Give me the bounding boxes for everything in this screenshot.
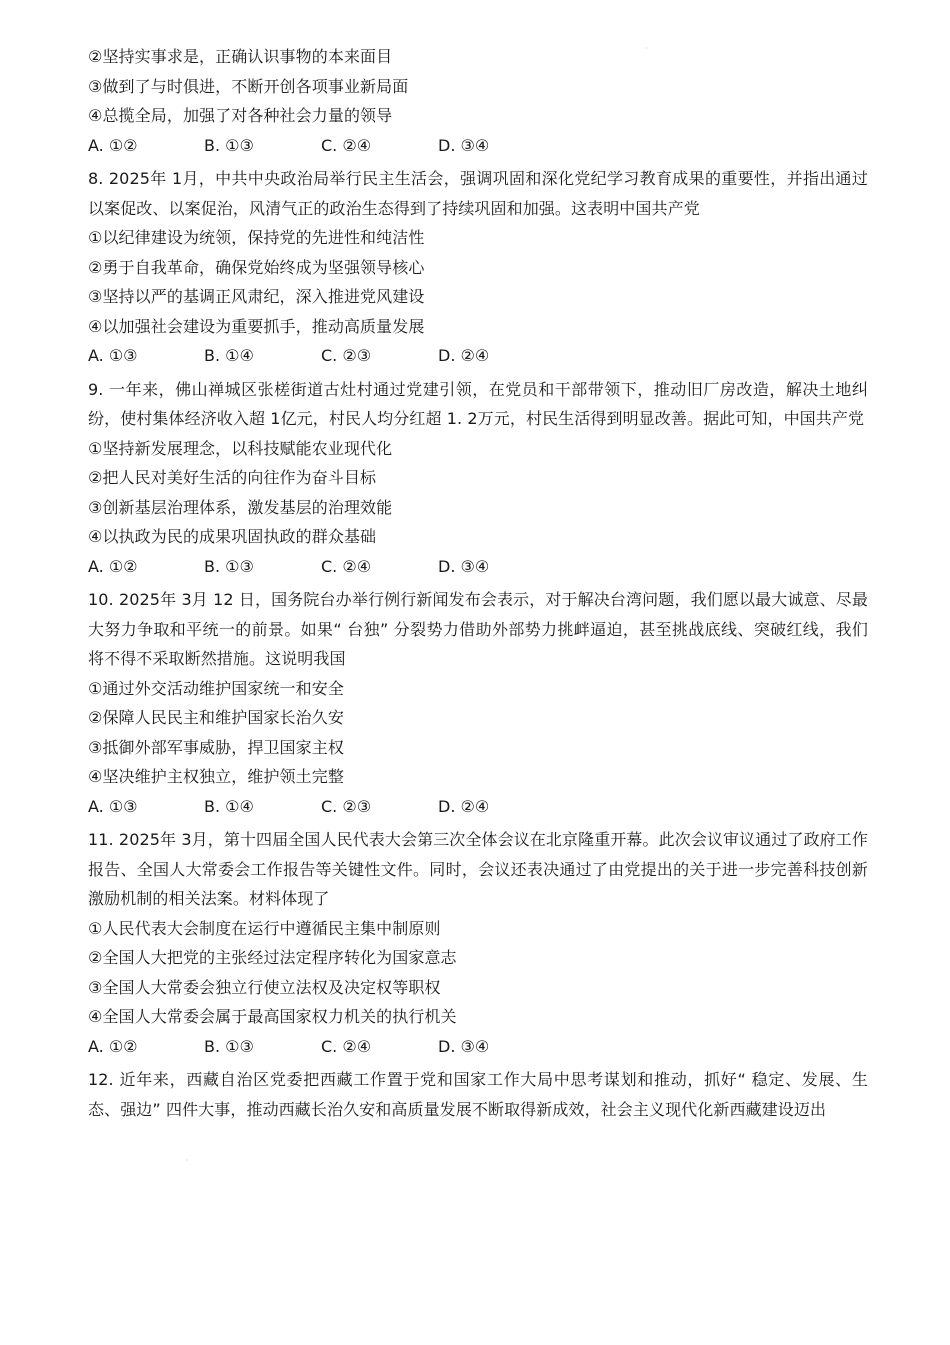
answer-item: ②勇于自我革命，确保党始终成为坚强领导核心 (88, 257, 425, 277)
answer-item: ③抵御外部军事威胁，捍卫国家主权 (88, 737, 344, 757)
option-b: B. ①③ (204, 135, 254, 155)
question-stem: 10. 2025年 3月 12 日，国务院台办举行例行新闻发布会表示，对于解决台湾问题，我们愿以最大诚意、尽最大努力争取和平统一的前景。如果“ 台独” 分裂势力借助外部势力挑衅逼迫，甚至挑战底线、突破红线，我们将不得不采取断然措施。这说明我国 (88, 590, 868, 668)
scan-dot: · (645, 44, 648, 53)
options-row (88, 792, 868, 822)
option-b: B. ①④ (204, 796, 254, 816)
option-d: D. ③④ (438, 135, 490, 155)
option-a: A. ①③ (88, 796, 138, 816)
scan-dot: · (186, 1156, 189, 1165)
question-7-continued (88, 42, 868, 160)
option-c: C. ②③ (321, 796, 372, 816)
answer-item: ①以纪律建设为统领，保持党的先进性和纯洁性 (88, 228, 425, 247)
answer-item: ②把人民对美好生活的向往作为奋斗目标 (88, 468, 377, 487)
question-9 (88, 375, 868, 582)
question-stem: 12. 近年来，西藏自治区党委把西藏工作置于党和国家工作大局中思考谋划和推动，抓好“ 稳定、发展、生态、强边” 四件大事，推动西藏长治久安和高质量发展不断取得新成效，社会主义现代化新西藏建设迈出 (88, 1070, 868, 1119)
answer-item: ③全国人大常委会独立行使立法权及决定权等职权 (88, 977, 441, 997)
answer-item: ②保障人民民主和维护国家长治久安 (88, 708, 344, 727)
option-d: D. ③④ (438, 556, 490, 576)
question-stem: 9. 一年来，佛山禅城区张槎街道古灶村通过党建引领，在党员和干部带领下，推动旧厂房改造，解决土地纠纷，使村集体经济收入超 1亿元，村民人均分红超 1. 2万元，村民生活得到明显改善。据此可知，中国共产党 (88, 379, 868, 428)
options-row (88, 131, 868, 161)
option-d: D. ②④ (438, 346, 490, 365)
exam-page (88, 42, 868, 1124)
answer-item: ①通过外交活动维护国家统一和安全 (88, 678, 344, 698)
options-row (88, 341, 868, 371)
question-11 (88, 825, 868, 1061)
option-a: A. ①③ (88, 346, 138, 365)
question-stem: 11. 2025年 3月，第十四届全国人民代表大会第三次全体会议在北京隆重开幕。此次会议审议通过了政府工作报告、全国人大常委会工作报告等关键性文件。同时，会议还表决通过了由党提出的关于进一步完善科技创新激励机制的相关法案。材料体现了 (88, 830, 868, 908)
answer-item: ①坚持新发展理念，以科技赋能农业现代化 (88, 438, 393, 458)
option-d: D. ②④ (438, 796, 490, 816)
answer-item: ④总揽全局，加强了对各种社会力量的领导 (88, 106, 393, 125)
option-b: B. ①③ (204, 556, 254, 576)
option-c: C. ②④ (321, 135, 372, 155)
option-c: C. ②③ (321, 346, 372, 365)
answer-item: ④全国人大常委会属于最高国家权力机关的执行机关 (88, 1007, 457, 1026)
answer-item: ②坚持实事求是，正确认识事物的本来面目 (88, 47, 393, 66)
answer-item: ④以加强社会建设为重要抓手，推动高质量发展 (88, 316, 425, 336)
option-a: A. ①② (88, 135, 138, 155)
option-a: A. ①② (88, 556, 138, 576)
option-b: B. ①③ (204, 1036, 254, 1056)
answer-item: ③创新基层治理体系，激发基层的治理效能 (88, 497, 393, 517)
answer-item: ②全国人大把党的主张经过法定程序转化为国家意志 (88, 948, 457, 967)
question-12 (88, 1065, 868, 1124)
option-c: C. ②④ (321, 556, 372, 576)
option-d: D. ③④ (438, 1036, 490, 1056)
question-8 (88, 164, 868, 371)
answer-item: ③坚持以严的基调正风肃纪，深入推进党风建设 (88, 287, 425, 306)
option-a: A. ①② (88, 1036, 138, 1056)
answer-item: ④以执政为民的成果巩固执政的群众基础 (88, 527, 377, 546)
question-10 (88, 585, 868, 821)
answer-item: ①人民代表大会制度在运行中遵循民主集中制原则 (88, 918, 441, 938)
option-b: B. ①④ (204, 346, 254, 365)
question-stem: 8. 2025年 1月，中共中央政治局举行民主生活会，强调巩固和深化党纪学习教育成果的重要性，并指出通过以案促改、以案促治，风清气正的政治生态得到了持续巩固和加强。这表明中国共产党 (88, 169, 868, 218)
options-row (88, 1032, 868, 1062)
answer-item: ④坚决维护主权独立，维护领土完整 (88, 767, 344, 786)
options-row (88, 552, 868, 582)
option-c: C. ②④ (321, 1036, 372, 1056)
answer-item: ③做到了与时俱进，不断开创各项事业新局面 (88, 76, 409, 96)
